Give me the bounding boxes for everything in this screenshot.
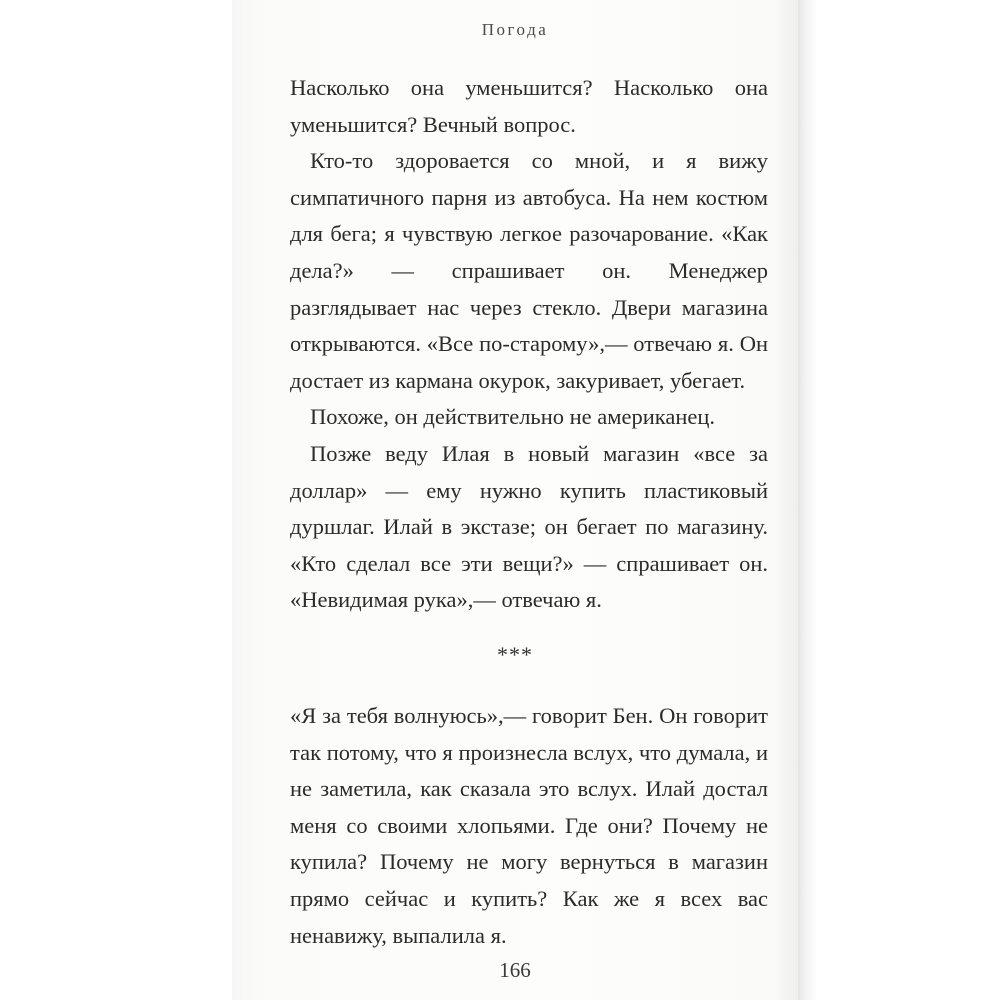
paragraph: Позже веду Илая в новый магазин «все за доллар» — ему нужно купить пластиковый дуршлаг. Илай в экстазе; он бегает по магазину. «Кто сделал все эти вещи?» — спрашивает он. «Невидимая рука»,— отвечаю я. (290, 440, 768, 613)
paragraph: Похоже, он действительно не американец. (310, 404, 716, 430)
paragraph: «Я за тебя волнуюсь»,— говорит Бен. Он говорит так потому, что я произнесла вслух, что думала, и не заметила, как сказала это вслух. Илай достал меня со своими хлопьями. Где они? Почему не купила? Почему не могу вернуться в магазин прямо сейчас и купить? Как же я всех вас ненавижу, выпалила я. (290, 703, 768, 948)
page-number: 166 (499, 958, 531, 982)
running-header: Погода (481, 20, 549, 39)
paragraph: Насколько она уменьшится? Насколько она уменьшится? Вечный вопрос. (290, 75, 768, 137)
section-separator: *** (497, 642, 533, 667)
paragraph: Кто-то здоровается со мной, и я вижу симпатичного парня из автобуса. На нем костюм для бега; я чувствую легкое разочарование. «Как дела?» — спрашивает он. Менеджер разглядывает нас через стекло. Двери магазина открываются. «Все по-старому»,— отвечаю я. Он достает из кармана окурок, закуривает, убегает. (290, 148, 768, 393)
section-text (290, 698, 768, 954)
main-text (290, 70, 768, 619)
page-gutter (798, 0, 818, 1000)
